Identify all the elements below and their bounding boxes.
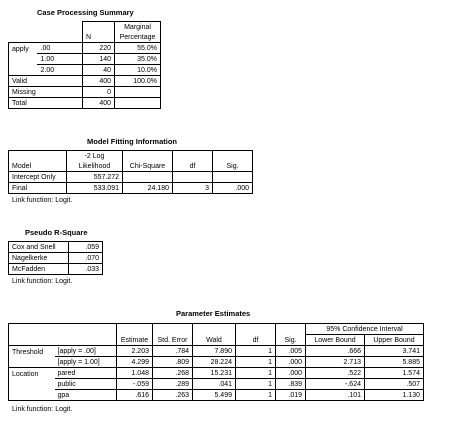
table-row: [apply = 1.00] 4.299 .809 28.224 1 .000 2.713 5.885 <box>9 357 424 368</box>
pseudo-r2-title: Pseudo R-Square <box>25 228 88 237</box>
header-sig: Sig. <box>213 161 253 172</box>
table-row: Threshold [apply = .00] 2.203 .784 7.890 1 .005 .666 3.741 <box>9 346 424 357</box>
header-loglik-2: Likelihood <box>67 161 123 172</box>
header-percentage: Percentage <box>115 32 161 43</box>
header-chisq: Chi-Square <box>123 161 173 172</box>
table-row: apply .00 220 55.0% <box>9 43 161 54</box>
parameter-estimates-note: Link function: Logit. <box>12 406 73 413</box>
model-fitting-table <box>8 150 253 194</box>
header-ci: 95% Confidence Interval <box>306 324 424 335</box>
model-fitting-title: Model Fitting Information <box>87 137 177 146</box>
table-row: Intercept Only 557.272 <box>9 172 253 183</box>
header-marginal: Marginal <box>115 22 161 33</box>
header-sig: Sig. <box>276 335 306 346</box>
header-n: N <box>83 32 115 43</box>
header-model: Model <box>9 161 67 172</box>
table-row: Valid 400 100.0% <box>9 76 161 87</box>
pseudo-r2-note: Link function: Logit. <box>12 278 73 285</box>
header-se: Std. Error <box>153 335 193 346</box>
header-wald: Wald <box>193 335 236 346</box>
table-row: McFadden .033 <box>9 264 103 275</box>
header-lower: Lower Bound <box>306 335 365 346</box>
table-row: Final 533.091 24.180 3 .000 <box>9 183 253 194</box>
table-row: Total 400 <box>9 98 161 109</box>
case-processing-title: Case Processing Summary <box>37 8 134 17</box>
parameter-estimates-title: Parameter Estimates <box>176 309 251 318</box>
table-row: Location pared 1.048 .268 15.231 1 .000 .522 1.574 <box>9 368 424 379</box>
pseudo-r2-table <box>8 241 103 275</box>
case-processing-table <box>8 21 161 109</box>
table-row: Missing 0 <box>9 87 161 98</box>
table-row: Nagelkerke .070 <box>9 253 103 264</box>
header-upper: Upper Bound <box>365 335 424 346</box>
table-row: Cox and Snell .059 <box>9 242 103 253</box>
table-row: gpa .616 .263 5.499 1 .019 .101 1.130 <box>9 390 424 401</box>
table-row: public -.059 .289 .041 1 .839 -.624 .507 <box>9 379 424 390</box>
case-processing-header <box>9 22 161 33</box>
parameter-estimates-table <box>8 323 424 401</box>
table-row: 2.00 40 10.0% <box>9 65 161 76</box>
header-df: df <box>236 335 276 346</box>
header-df: df <box>173 161 213 172</box>
table-row: 1.00 140 35.0% <box>9 54 161 65</box>
model-fitting-note: Link function: Logit. <box>12 197 73 204</box>
header-estimate: Estimate <box>117 335 153 346</box>
header-loglik-1: -2 Log <box>67 151 123 162</box>
